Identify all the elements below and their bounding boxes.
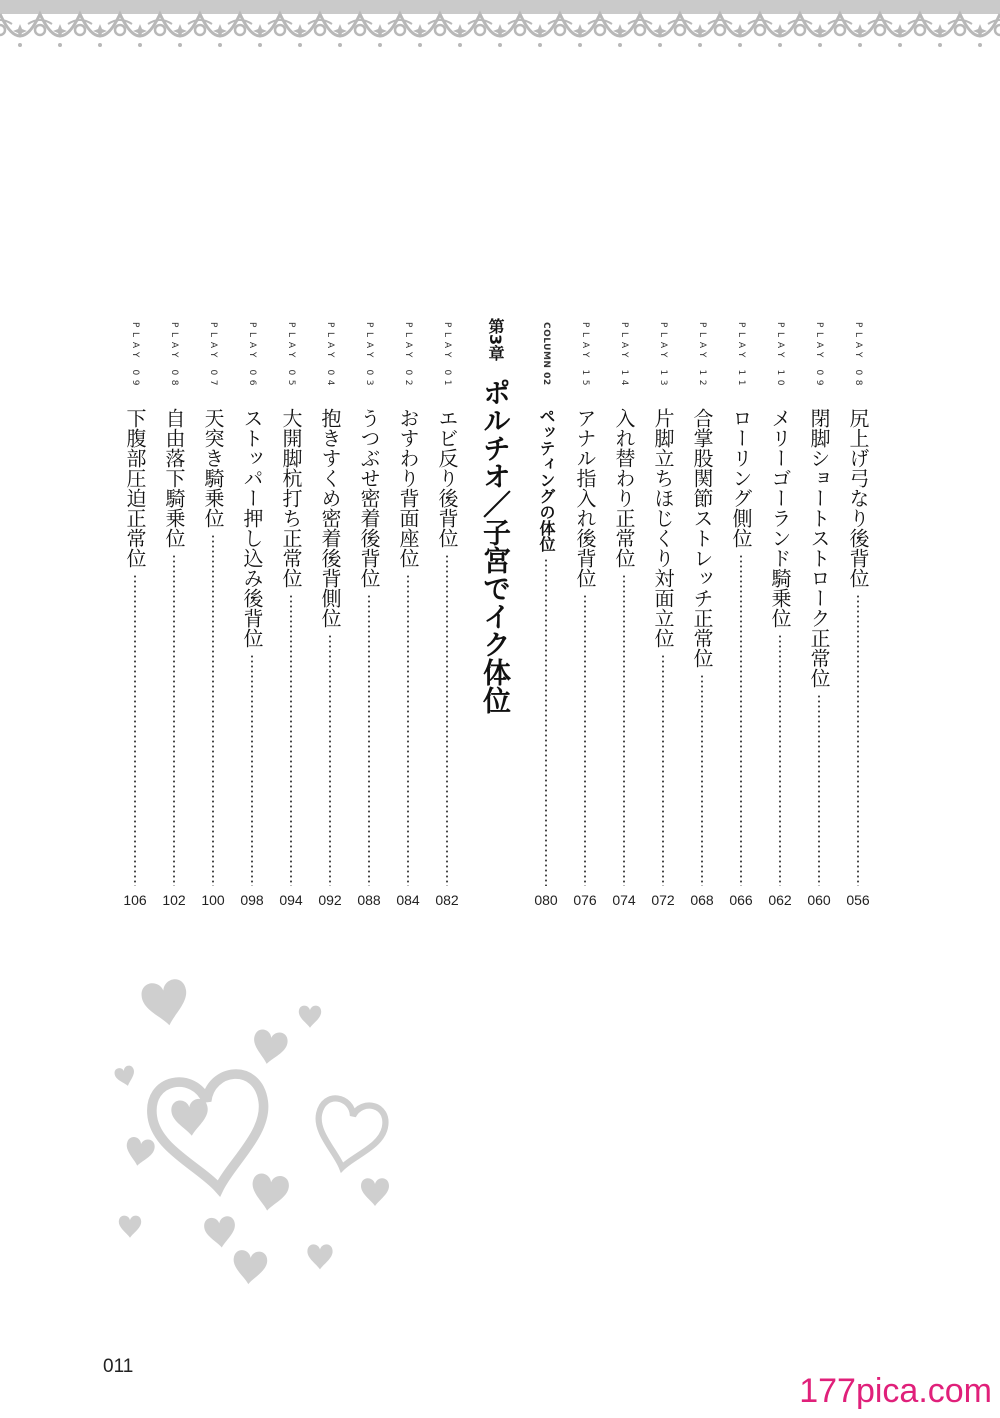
play-number: PLAY 03: [364, 322, 374, 391]
leader-dots: [329, 634, 331, 886]
leader-dots: [623, 574, 625, 886]
toc-entry[interactable]: [276, 318, 306, 918]
page-ref: 072: [651, 892, 675, 908]
chapter-heading[interactable]: [478, 318, 512, 738]
entry-title: 入れ替わり正常位: [612, 408, 636, 568]
play-number: PLAY 11: [736, 322, 746, 391]
entry-title: ストッパー押し込み後背位: [240, 408, 264, 648]
toc-column-entry[interactable]: [531, 318, 561, 918]
entry-title: うつぶせ密着後背位: [357, 408, 381, 588]
toc-entry[interactable]: [237, 318, 267, 918]
entry-title: 大開脚杭打ち正常位: [279, 408, 303, 588]
toc-entry[interactable]: [726, 318, 756, 918]
leader-dots: [173, 554, 175, 886]
toc-entry[interactable]: [687, 318, 717, 918]
leader-dots: [740, 554, 742, 886]
toc-entry[interactable]: [765, 318, 795, 918]
entry-title: 抱きすくめ密着後背側位: [318, 408, 342, 628]
page-ref: 084: [396, 892, 420, 908]
page-ref: 060: [807, 892, 831, 908]
page-ref: 080: [534, 892, 558, 908]
play-number: PLAY 04: [325, 322, 335, 391]
play-number: PLAY 14: [619, 322, 629, 391]
play-number: PLAY 12: [697, 322, 707, 391]
column-number: COLUMN 02: [541, 322, 551, 386]
play-number: PLAY 08: [169, 322, 179, 391]
leader-dots: [701, 674, 703, 886]
page-ref: 098: [240, 892, 264, 908]
leader-dots: [290, 594, 292, 886]
page-ref: 066: [729, 892, 753, 908]
entry-title: メリーゴーランド騎乗位: [768, 408, 792, 628]
page-ref: 082: [435, 892, 459, 908]
play-number: PLAY 10: [775, 322, 785, 391]
page-ref: 088: [357, 892, 381, 908]
page-ref: 100: [201, 892, 225, 908]
leader-dots: [662, 654, 664, 886]
entry-title: 下腹部圧迫正常位: [123, 408, 147, 568]
leader-dots: [545, 558, 547, 886]
page-ref: 068: [690, 892, 714, 908]
entry-title: 自由落下騎乗位: [162, 408, 186, 548]
toc-entry[interactable]: [570, 318, 600, 918]
page-ref: 062: [768, 892, 792, 908]
leader-dots: [251, 654, 253, 886]
leader-dots: [584, 594, 586, 886]
page-ref: 076: [573, 892, 597, 908]
play-number: PLAY 01: [442, 322, 452, 391]
play-number: PLAY 02: [403, 322, 413, 391]
play-number: PLAY 05: [286, 322, 296, 391]
play-number: PLAY 06: [247, 322, 257, 391]
play-number: PLAY 08: [853, 322, 863, 391]
entry-title: ペッティングの体位: [537, 408, 556, 552]
lace-border-ornament: [0, 0, 1000, 80]
chapter-title: ポルチオ／子宮でイク体位: [479, 378, 512, 714]
toc-entry[interactable]: [432, 318, 462, 918]
leader-dots: [407, 574, 409, 886]
play-number: PLAY 13: [658, 322, 668, 391]
page-number: 011: [103, 1356, 134, 1377]
leader-dots: [134, 574, 136, 886]
entry-title: ローリング側位: [729, 408, 753, 548]
leader-dots: [857, 594, 859, 886]
entry-title: アナル指入れ後背位: [573, 408, 597, 588]
toc-entry[interactable]: [120, 318, 150, 918]
leader-dots: [779, 634, 781, 886]
entry-title: 尻上げ弓なり後背位: [846, 408, 870, 588]
leader-dots: [368, 594, 370, 886]
entry-title: おすわり背面座位: [396, 408, 420, 568]
entry-title: 天突き騎乗位: [201, 408, 225, 528]
entry-title: 片脚立ちほじくり対面立位: [651, 408, 675, 648]
toc-entry[interactable]: [648, 318, 678, 918]
page-ref: 056: [846, 892, 870, 908]
site-watermark: 177pica.com: [799, 1372, 992, 1410]
play-number: PLAY 09: [130, 322, 140, 391]
entry-title: エビ反り後背位: [435, 408, 459, 548]
hearts-decoration: [100, 975, 400, 1295]
entry-title: 合掌股関節ストレッチ正常位: [690, 408, 714, 668]
page-ref: 094: [279, 892, 303, 908]
page-ref: 106: [123, 892, 147, 908]
toc-entry[interactable]: [393, 318, 423, 918]
play-number: PLAY 09: [814, 322, 824, 391]
play-number: PLAY 07: [208, 322, 218, 391]
toc-entry[interactable]: [315, 318, 345, 918]
chapter-label: 第3章: [486, 318, 505, 362]
toc-entry[interactable]: [609, 318, 639, 918]
entry-title: 閉脚ショートストローク正常位: [807, 408, 831, 688]
leader-dots: [446, 554, 448, 886]
page-ref: 102: [162, 892, 186, 908]
leader-dots: [818, 694, 820, 886]
toc-entry[interactable]: [159, 318, 189, 918]
toc-entry[interactable]: [804, 318, 834, 918]
play-number: PLAY 15: [580, 322, 590, 391]
toc-entry[interactable]: [198, 318, 228, 918]
toc-entry[interactable]: [354, 318, 384, 918]
leader-dots: [212, 534, 214, 886]
page-ref: 074: [612, 892, 636, 908]
page-ref: 092: [318, 892, 342, 908]
toc-entry[interactable]: [843, 318, 873, 918]
